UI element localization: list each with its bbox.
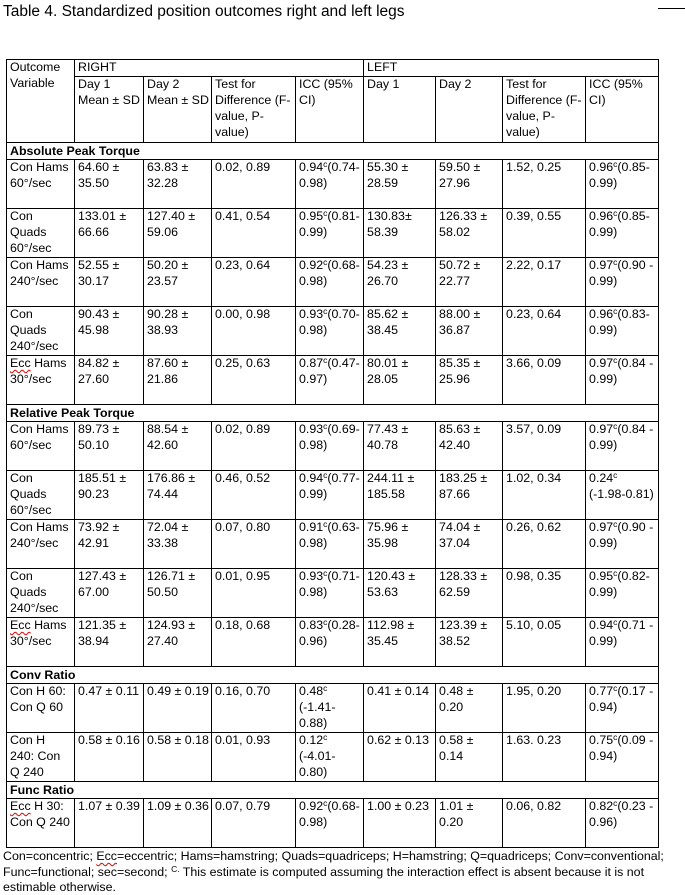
icc-superscript: c (323, 257, 328, 267)
table-row (7, 617, 659, 666)
outcome-variable-cell (7, 421, 75, 470)
outcome-variable-text: Hams 30°/sec (10, 355, 67, 386)
outcome-variable-cell (7, 732, 75, 781)
right-icc-cell (296, 732, 364, 781)
icc-ci: (-1.41-0.88) (299, 699, 336, 730)
outcome-variable-text: Con Quads 240°/sec (10, 568, 59, 615)
right-test-cell: 0.41, 0.54 (212, 208, 296, 257)
left-test-cell: 1.52, 0.25 (503, 159, 586, 208)
outcome-variable-cell (7, 208, 75, 257)
icc-ci: (0.90 - 0.99) (589, 519, 654, 550)
header-row-group (7, 60, 659, 77)
icc-value: 0.96 (589, 306, 614, 321)
right-day1-cell: 133.01 ± 66.66 (75, 208, 144, 257)
left-day1-cell: 244.11 ± 185.58 (364, 470, 436, 519)
left-test-cell: 3.57, 0.09 (503, 421, 586, 470)
right-icc-cell (296, 683, 364, 732)
left-test-cell: 5.10, 0.05 (503, 617, 586, 666)
section-row (7, 404, 659, 421)
icc-value: 0.97 (589, 355, 614, 370)
icc-ci: (0.74-0.98) (299, 159, 360, 190)
left-day1-cell: 55.30 ± 28.59 (364, 159, 436, 208)
table-row (7, 257, 659, 306)
right-day2-cell: 50.20 ± 23.57 (144, 257, 212, 306)
outcomes-table (6, 59, 659, 848)
table-row (7, 159, 659, 208)
table-row (7, 683, 659, 732)
table-body (7, 142, 659, 847)
table-row (7, 208, 659, 257)
icc-superscript: c (613, 470, 618, 480)
right-day2-cell: 90.28 ± 38.93 (144, 306, 212, 355)
left-test-cell: 0.39, 0.55 (503, 208, 586, 257)
right-day2-cell: 127.40 ± 59.06 (144, 208, 212, 257)
outcome-variable-text: Con Hams 60°/sec (10, 159, 69, 190)
left-icc-cell (586, 257, 659, 306)
right-test-cell: 0.02, 0.89 (212, 159, 296, 208)
right-test-cell: 0.02, 0.89 (212, 421, 296, 470)
left-icc-cell (586, 355, 659, 404)
icc-ci: (0.71 - 0.99) (589, 617, 654, 648)
left-icc-cell (586, 617, 659, 666)
icc-value: 0.94 (299, 159, 324, 174)
left-day2-cell: 85.63 ± 42.40 (436, 421, 503, 470)
left-day1-cell: 0.62 ± 0.13 (364, 732, 436, 781)
outcome-variable-text: Con Quads 60°/sec (10, 470, 52, 517)
left-day2-cell: 128.33 ± 62.59 (436, 568, 503, 617)
icc-superscript: c (323, 355, 328, 365)
right-day1-cell: 52.55 ± 30.17 (75, 257, 144, 306)
icc-ci: (0.23 - 0.96) (589, 798, 654, 829)
icc-value: 0.94 (589, 617, 614, 632)
right-icc-cell (296, 568, 364, 617)
left-test-cell: 1.95, 0.20 (503, 683, 586, 732)
right-day1-cell: 0.58 ± 0.16 (75, 732, 144, 781)
icc-value: 0.48 (299, 683, 324, 698)
icc-superscript: c (613, 798, 618, 808)
icc-value: 0.77 (589, 683, 614, 698)
left-icc-cell (586, 568, 659, 617)
icc-value: 0.82 (589, 798, 614, 813)
right-test-cell: 0.25, 0.63 (212, 355, 296, 404)
header-left-day2: Day 2 (436, 76, 503, 142)
left-icc-cell (586, 421, 659, 470)
left-day1-cell: 120.43 ± 53.63 (364, 568, 436, 617)
section-row (7, 142, 659, 159)
icc-ci: (0.84 - 0.99) (589, 421, 654, 452)
header-left-day1: Day 1 (364, 76, 436, 142)
right-test-cell: 0.07, 0.79 (212, 798, 296, 847)
footnote-text-end: This estimate is computed assuming the interaction effect is absent because it is not estimable otherwise. (3, 864, 645, 895)
right-icc-cell (296, 519, 364, 568)
ecc-term: Ecc (10, 617, 31, 632)
right-day2-cell: 126.71 ± 50.50 (144, 568, 212, 617)
right-day2-cell: 72.04 ± 33.38 (144, 519, 212, 568)
icc-ci: (-1.98-0.81) (589, 486, 654, 501)
footnote (3, 849, 683, 895)
left-icc-cell (586, 208, 659, 257)
footnote-text-mid: =eccentric; Hams=hamstring; Quads=quadriceps; H=hamstring; Q=quadriceps; Conv=conventional; Func=functional; sec=second; (3, 849, 664, 879)
icc-ci: (0.09 - 0.94) (589, 732, 654, 763)
left-icc-cell (586, 306, 659, 355)
right-icc-cell (296, 306, 364, 355)
section-title: Relative Peak Torque (7, 404, 659, 421)
icc-ci: (-4.01-0.80) (299, 748, 336, 779)
icc-superscript: c (613, 306, 618, 316)
icc-ci: (0.69-0.98) (299, 421, 360, 452)
left-icc-cell (586, 732, 659, 781)
left-day2-cell: 126.33 ± 58.02 (436, 208, 503, 257)
header-right: RIGHT (75, 60, 364, 77)
outcome-variable-text: Con Quads 60°/sec (10, 208, 52, 255)
icc-value: 0.93 (299, 568, 324, 583)
left-day2-cell: 59.50 ± 27.96 (436, 159, 503, 208)
left-day2-cell: 74.04 ± 37.04 (436, 519, 503, 568)
left-icc-cell (586, 798, 659, 847)
icc-value: 0.95 (299, 208, 324, 223)
icc-superscript: c (613, 617, 618, 627)
icc-superscript: c (323, 798, 328, 808)
icc-superscript: c (323, 470, 328, 480)
right-icc-cell (296, 470, 364, 519)
outcome-variable-cell (7, 159, 75, 208)
left-day1-cell: 75.96 ± 35.98 (364, 519, 436, 568)
table-row (7, 470, 659, 519)
icc-value: 0.24 (589, 470, 614, 485)
header-outcome-variable: Outcome Variable (7, 60, 75, 143)
outcome-variable-cell (7, 617, 75, 666)
outcome-variable-cell (7, 306, 75, 355)
right-day2-cell: 63.83 ± 32.28 (144, 159, 212, 208)
right-day1-cell: 73.92 ± 42.91 (75, 519, 144, 568)
left-day1-cell: 0.41 ± 0.14 (364, 683, 436, 732)
icc-ci: (0.63-0.98) (299, 519, 360, 550)
ecc-term: Ecc (10, 798, 31, 813)
left-test-cell: 2.22, 0.17 (503, 257, 586, 306)
icc-superscript: c (323, 159, 328, 169)
outcome-variable-cell (7, 683, 75, 732)
right-icc-cell (296, 208, 364, 257)
left-day1-cell: 112.98 ± 35.45 (364, 617, 436, 666)
left-day1-cell: 54.23 ± 26.70 (364, 257, 436, 306)
section-title: Absolute Peak Torque (7, 142, 659, 159)
icc-ci: (0.47-0.97) (299, 355, 360, 386)
ecc-term: Ecc (10, 355, 31, 370)
footnote-ecc: Ecc (96, 849, 117, 863)
right-icc-cell (296, 798, 364, 847)
icc-superscript: c (323, 421, 328, 431)
right-test-cell: 0.01, 0.95 (212, 568, 296, 617)
icc-value: 0.96 (589, 208, 614, 223)
icc-value: 0.87 (299, 355, 324, 370)
left-day2-cell: 85.35 ± 25.96 (436, 355, 503, 404)
outcome-variable-text: Con Hams 60°/sec (10, 421, 69, 452)
icc-value: 0.97 (589, 519, 614, 534)
icc-value: 0.92 (299, 257, 324, 272)
right-day1-cell: 0.47 ± 0.11 (75, 683, 144, 732)
footnote-superscript: C. (171, 863, 180, 874)
left-icc-cell (586, 519, 659, 568)
icc-ci: (0.77-0.99) (299, 470, 360, 501)
outcome-variable-text: Con H 60: Con Q 60 (10, 683, 66, 714)
left-day1-cell: 80.01 ± 28.05 (364, 355, 436, 404)
icc-superscript: c (613, 159, 618, 169)
header-left-test: Test for Difference (F-value, P-value) (503, 76, 586, 142)
right-day2-cell: 87.60 ± 21.86 (144, 355, 212, 404)
right-day2-cell: 124.93 ± 27.40 (144, 617, 212, 666)
header-right-day1: Day 1 Mean ± SD (75, 76, 144, 142)
icc-ci: (0.71-0.98) (299, 568, 360, 599)
icc-value: 0.75 (589, 732, 614, 747)
left-day2-cell: 88.00 ± 36.87 (436, 306, 503, 355)
right-day2-cell: 88.54 ± 42.60 (144, 421, 212, 470)
right-day1-cell: 89.73 ± 50.10 (75, 421, 144, 470)
outcome-variable-cell (7, 519, 75, 568)
outcome-variable-cell (7, 355, 75, 404)
right-day2-cell: 1.09 ± 0.36 (144, 798, 212, 847)
left-day1-cell: 130.83± 58.39 (364, 208, 436, 257)
icc-ci: (0.82-0.99) (589, 568, 650, 599)
right-icc-cell (296, 159, 364, 208)
left-test-cell: 0.26, 0.62 (503, 519, 586, 568)
left-icc-cell (586, 470, 659, 519)
table-row (7, 568, 659, 617)
left-test-cell: 0.06, 0.82 (503, 798, 586, 847)
icc-superscript: c (613, 568, 618, 578)
icc-superscript: c (323, 208, 328, 218)
icc-ci: (0.85-0.99) (589, 208, 650, 239)
icc-value: 0.93 (299, 421, 324, 436)
header-right-day2: Day 2 Mean ± SD (144, 76, 212, 142)
icc-superscript: c (613, 683, 618, 693)
icc-value: 0.93 (299, 306, 324, 321)
left-test-cell: 1.63. 0.23 (503, 732, 586, 781)
left-test-cell: 3.66, 0.09 (503, 355, 586, 404)
left-day2-cell: 0.48 ± 0.20 (436, 683, 503, 732)
right-day2-cell: 176.86 ± 74.44 (144, 470, 212, 519)
outcome-variable-text: Con Hams 240°/sec (10, 519, 69, 550)
right-day2-cell: 0.58 ± 0.18 (144, 732, 212, 781)
icc-value: 0.94 (299, 470, 324, 485)
icc-ci: (0.70-0.98) (299, 306, 360, 337)
right-icc-cell (296, 617, 364, 666)
right-test-cell: 0.01, 0.93 (212, 732, 296, 781)
table-row (7, 798, 659, 847)
right-icc-cell (296, 257, 364, 306)
table-title: Table 4. Standardized position outcomes right and left legs (3, 3, 405, 20)
icc-superscript: c (323, 683, 328, 693)
right-day2-cell: 0.49 ± 0.19 (144, 683, 212, 732)
icc-value: 0.95 (589, 568, 614, 583)
icc-ci: (0.83-0.99) (589, 306, 650, 337)
left-test-cell: 1.02, 0.34 (503, 470, 586, 519)
left-day1-cell: 1.00 ± 0.23 (364, 798, 436, 847)
section-title: Conv Ratio (7, 666, 659, 683)
right-day1-cell: 84.82 ± 27.60 (75, 355, 144, 404)
outcome-variable-cell (7, 568, 75, 617)
right-day1-cell: 121.35 ± 38.94 (75, 617, 144, 666)
icc-ci: (0.68-0.98) (299, 798, 360, 829)
right-day1-cell: 185.51 ± 90.23 (75, 470, 144, 519)
left-day1-cell: 85.62 ± 38.45 (364, 306, 436, 355)
header-left: LEFT (364, 60, 659, 77)
left-day2-cell: 183.25 ± 87.66 (436, 470, 503, 519)
right-icc-cell (296, 421, 364, 470)
section-row (7, 666, 659, 683)
icc-ci: (0.81-0.99) (299, 208, 360, 239)
left-day1-cell: 77.43 ± 40.78 (364, 421, 436, 470)
left-day2-cell: 1.01 ± 0.20 (436, 798, 503, 847)
outcome-variable-cell (7, 470, 75, 519)
outcome-variable-cell (7, 798, 75, 847)
corner-rule (658, 8, 685, 9)
icc-superscript: c (613, 519, 618, 529)
icc-value: 0.97 (589, 421, 614, 436)
icc-superscript: c (613, 257, 618, 267)
icc-ci: (0.85-0.99) (589, 159, 650, 190)
right-test-cell: 0.07, 0.80 (212, 519, 296, 568)
header-left-icc: ICC (95% CI) (586, 76, 659, 142)
right-day1-cell: 90.43 ± 45.98 (75, 306, 144, 355)
right-test-cell: 0.23, 0.64 (212, 257, 296, 306)
left-icc-cell (586, 683, 659, 732)
header-row-columns (7, 76, 659, 142)
table-row (7, 355, 659, 404)
icc-superscript: c (323, 617, 328, 627)
table-row (7, 519, 659, 568)
table-row (7, 732, 659, 781)
icc-value: 0.91 (299, 519, 324, 534)
icc-ci: (0.28-0.96) (299, 617, 360, 648)
right-test-cell: 0.16, 0.70 (212, 683, 296, 732)
icc-value: 0.96 (589, 159, 614, 174)
outcome-variable-text: Con Quads 240°/sec (10, 306, 59, 353)
icc-ci: (0.84 - 0.99) (589, 355, 654, 386)
right-test-cell: 0.46, 0.52 (212, 470, 296, 519)
right-test-cell: 0.18, 0.68 (212, 617, 296, 666)
icc-superscript: c (613, 732, 618, 742)
right-day1-cell: 64.60 ± 35.50 (75, 159, 144, 208)
icc-value: 0.83 (299, 617, 324, 632)
footnote-text-start: Con=concentric; (3, 849, 97, 863)
icc-value: 0.92 (299, 798, 324, 813)
left-day2-cell: 50.72 ± 22.77 (436, 257, 503, 306)
icc-superscript: c (613, 421, 618, 431)
icc-superscript: c (323, 568, 328, 578)
outcome-variable-text: Con Hams 240°/sec (10, 257, 69, 288)
icc-ci: (0.68-0.98) (299, 257, 360, 288)
icc-superscript: c (323, 732, 328, 742)
icc-value: 0.12 (299, 732, 324, 747)
right-icc-cell (296, 355, 364, 404)
icc-ci: (0.17 - 0.94) (589, 683, 654, 714)
header-right-icc: ICC (95% CI) (296, 76, 364, 142)
left-day2-cell: 123.39 ± 38.52 (436, 617, 503, 666)
icc-superscript: c (323, 306, 328, 316)
icc-ci: (0.90 - 0.99) (589, 257, 654, 288)
right-day1-cell: 127.43 ± 67.00 (75, 568, 144, 617)
right-day1-cell: 1.07 ± 0.39 (75, 798, 144, 847)
table-row (7, 421, 659, 470)
outcome-variable-cell (7, 257, 75, 306)
outcome-variable-text: H 30: Con Q 240 (10, 798, 70, 829)
table-row (7, 306, 659, 355)
section-row (7, 781, 659, 798)
left-icc-cell (586, 159, 659, 208)
section-title: Func Ratio (7, 781, 659, 798)
left-test-cell: 0.98, 0.35 (503, 568, 586, 617)
icc-superscript: c (613, 355, 618, 365)
icc-superscript: c (613, 208, 618, 218)
right-test-cell: 0.00, 0.98 (212, 306, 296, 355)
left-test-cell: 0.23, 0.64 (503, 306, 586, 355)
header-right-test: Test for Difference (F-value, P-value) (212, 76, 296, 142)
icc-superscript: c (323, 519, 328, 529)
outcome-variable-text: Con H 240: Con Q 240 (10, 732, 61, 779)
left-day2-cell: 0.58 ± 0.14 (436, 732, 503, 781)
outcome-variable-text: Hams 30°/sec (10, 617, 67, 648)
icc-value: 0.97 (589, 257, 614, 272)
